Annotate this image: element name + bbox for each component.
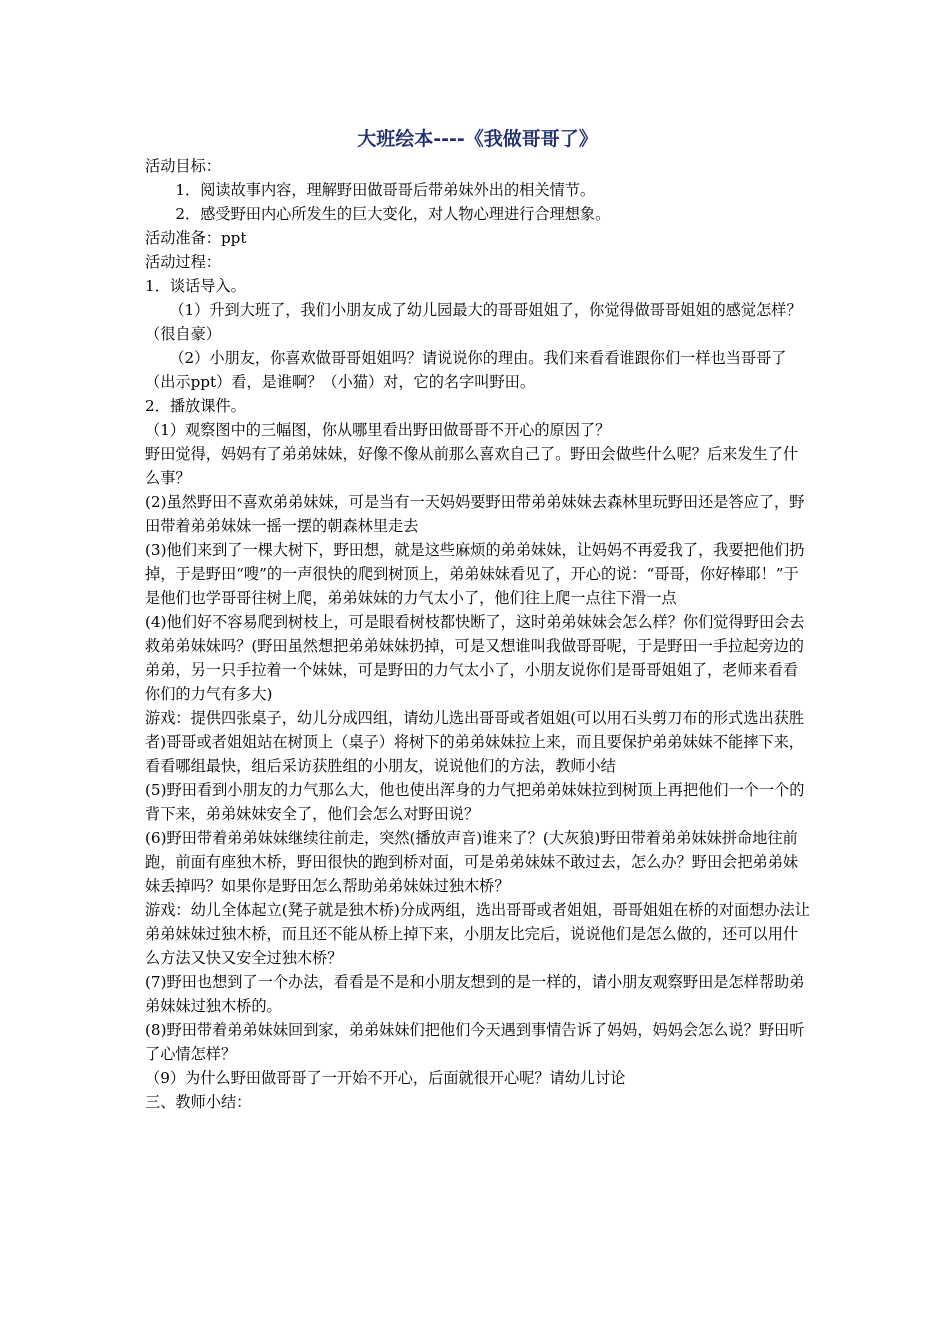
paragraph-step-2-4: (4)他们好不容易爬到树枝上，可是眼看树枝都快断了，这时弟弟妹妹会怎么样？你们觉得野田会去救弟弟妹妹吗？(野田虽然想把弟弟妹妹扔掉，可是又想谁叫我做哥哥呢，于是野田一手拉起旁边的弟弟，另一只手拉着一个妹妹，可是野田的力气太小了，小朋友说你们是哥哥姐姐了，老师来看看你们的力气有多大) <box>145 613 805 703</box>
paragraph-step-2-3: (3)他们来到了一棵大树下，野田想，就是这些麻烦的弟弟妹妹，让妈妈不再爱我了，我要把他们扔掉，于是野田“嗖”的一声很快的爬到树顶上，弟弟妹妹看见了，开心的说：“哥哥，你好棒耶！”于是他们也学哥哥往树上爬，弟弟妹妹的力气太小了，他们往上爬一点往下滑一点 <box>145 541 805 607</box>
paragraph-step-2-9: （9）为什么野田做哥哥了一开始不开心，后面就很开心呢？请幼儿讨论 <box>145 1069 626 1087</box>
paragraph-goal-2: 2．感受野田内心所发生的巨大变化，对人物心理进行合理想象。 <box>175 205 611 223</box>
paragraph-step-1-2: （2）小朋友，你喜欢做哥哥姐姐吗？请说说你的理由。我们来看看谁跟你们一样也当哥哥了（出示ppt）看，是谁啊？（小猫）对，它的名字叫野田。 <box>145 349 787 391</box>
paragraph-preparation: 活动准备：ppt <box>145 229 247 247</box>
paragraph-goals-heading: 活动目标： <box>145 157 221 175</box>
paragraph-step-2-7: (7)野田也想到了一个办法，看看是不是和小朋友想到的是一样的，请小朋友观察野田是怎样帮助弟弟妹妹过独木桥的。 <box>145 973 805 1015</box>
paragraph-goal-1: 1．阅读故事内容，理解野田做哥哥后带弟妹外出的相关情节。 <box>175 181 596 199</box>
paragraph-game-2: 游戏：幼儿全体起立(凳子就是独木桥)分成两组，选出哥哥或者姐姐，哥哥姐姐在桥的对面想办法让弟弟妹妹过独木桥，而且还不能从桥上掉下来，小朋友比完后，说说他们是怎么做的，还可以用什么方法又快又安全过独木桥？ <box>145 901 810 967</box>
paragraph-step-2: 2．播放课件。 <box>145 397 246 415</box>
paragraph-step-2-8: (8)野田带着弟弟妹妹回到家，弟弟妹妹们把他们今天遇到事情告诉了妈妈，妈妈会怎么说？野田听了心情怎样？ <box>145 1021 805 1063</box>
paragraph-process-heading: 活动过程： <box>145 253 221 271</box>
paragraph-step-1: 1．谈话导入。 <box>145 277 246 295</box>
paragraph-step-2-1-text: 野田觉得，妈妈有了弟弟妹妹，好像不像从前那么喜欢自己了。野田会做些什么呢？后来发生了什么事？ <box>145 445 799 487</box>
paragraph-step-2-5: (5)野田看到小朋友的力气那么大，他也使出浑身的力气把弟弟妹妹拉到树顶上再把他们一个一个的背下来，弟弟妹妹安全了，他们会怎么对野田说？ <box>145 781 805 823</box>
paragraph-step-2-6: (6)野田带着弟弟妹妹继续往前走，突然(播放声音)谁来了？(大灰狼)野田带着弟弟妹妹拼命地往前跑，前面有座独木桥，野田很快的跑到桥对面，可是弟弟妹妹不敢过去，怎么办？野田会把弟弟妹妹丢掉吗？如果你是野田怎么帮助弟弟妹妹过独木桥？ <box>145 829 799 895</box>
paragraph-step-2-1: （1）观察图中的三幅图，你从哪里看出野田做哥哥不开心的原因了？ <box>145 421 611 439</box>
paragraph-game-1: 游戏：提供四张桌子，幼儿分成四组，请幼儿选出哥哥或者姐姐(可以用石头剪刀布的形式选出获胜者)哥哥或者姐姐站在树顶上（桌子）将树下的弟弟妹妹拉上来，而且要保护弟弟妹妹不能摔下来，看看哪组最快，组后采访获胜组的小朋友，说说他们的方法，教师小结 <box>145 709 804 775</box>
paragraph-summary-heading: 三、教师小结： <box>145 1093 252 1111</box>
paragraph-step-2-2: (2)虽然野田不喜欢弟弟妹妹，可是当有一天妈妈要野田带弟弟妹妹去森林里玩野田还是答应了，野田带着弟弟妹妹一摇一摆的朝森林里走去 <box>145 493 805 535</box>
paragraph-step-1-1: （1）升到大班了，我们小朋友成了幼儿园最大的哥哥姐姐了，你觉得做哥哥姐姐的感觉怎样？（很自豪） <box>145 301 802 343</box>
document-body <box>145 124 810 1114</box>
document-title: 大班绘本----《我做哥哥了》 <box>357 128 598 150</box>
